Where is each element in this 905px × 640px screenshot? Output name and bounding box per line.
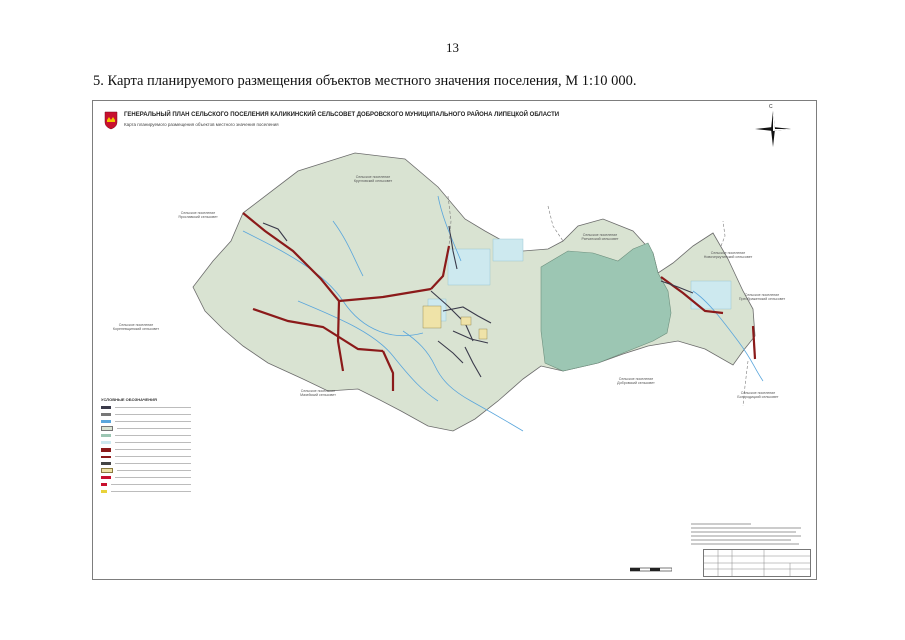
legend-row [101,481,191,488]
coat-of-arms [104,111,118,130]
map-legend [101,397,191,572]
legend-row [101,460,191,467]
scale-bar [630,567,672,572]
protected-zone [541,243,671,371]
neighbor-label: Сельское поселение Кругловский сельсовет [353,175,393,184]
neighbor-label: Сельское поселение Ратчинский сельсовет [581,233,619,242]
map-notes [691,521,803,549]
neighbor-label: Сельское поселение Мазейский сельсовет [300,389,336,398]
legend-row [101,418,191,425]
map-subtitle: Карта планируемого размещения объектов местного значения поселения [124,122,279,127]
page-number: 13 [446,40,459,55]
settlement-territory [193,153,755,431]
map-title: ГЕНЕРАЛЬНЫЙ ПЛАН СЕЛЬСКОГО ПОСЕЛЕНИЯ КАЛИКИНСКИЙ СЕЛЬСОВЕТ ДОБРОВСКОГО МУНИЦИПАЛЬНОГО РАЙОНА ЛИПЕЦКОЙ ОБЛАСТИ [124,112,560,118]
map-sheet [92,100,817,580]
neighbor-label: Сельское поселение Богородицкий сельсовет [737,391,779,400]
legend-title: УСЛОВНЫЕ ОБОЗНАЧЕНИЯ [101,397,157,402]
compass-rose-icon [753,109,793,149]
legend-row [101,439,191,446]
legend-row [101,467,191,474]
legend-row [101,488,191,495]
legend-row [101,446,191,453]
neighbor-label: Сельское поселение Кореневщинский сельсовет [112,323,160,332]
neighbor-label: Сельское поселение Ярославский сельсовет [178,211,218,220]
legend-row [101,453,191,460]
figure-caption: 5. Карта планируемого размещения объектов местного значения поселения, М 1:10 000. [93,73,637,89]
legend-row [101,425,191,432]
legend-row [101,432,191,439]
legend-row [101,404,191,411]
map-canvas [93,101,818,581]
neighbor-label: Сельское поселение Преображенский сельсовет [738,293,786,302]
neighbor-label: Сельское поселение Добровский сельсовет [617,377,655,386]
legend-row [101,411,191,418]
legend-row [101,474,191,481]
title-block [703,549,811,577]
north-label: С [769,104,773,110]
neighbor-label: Сельское поселение Новочеркутинский сельсовет [703,251,753,260]
